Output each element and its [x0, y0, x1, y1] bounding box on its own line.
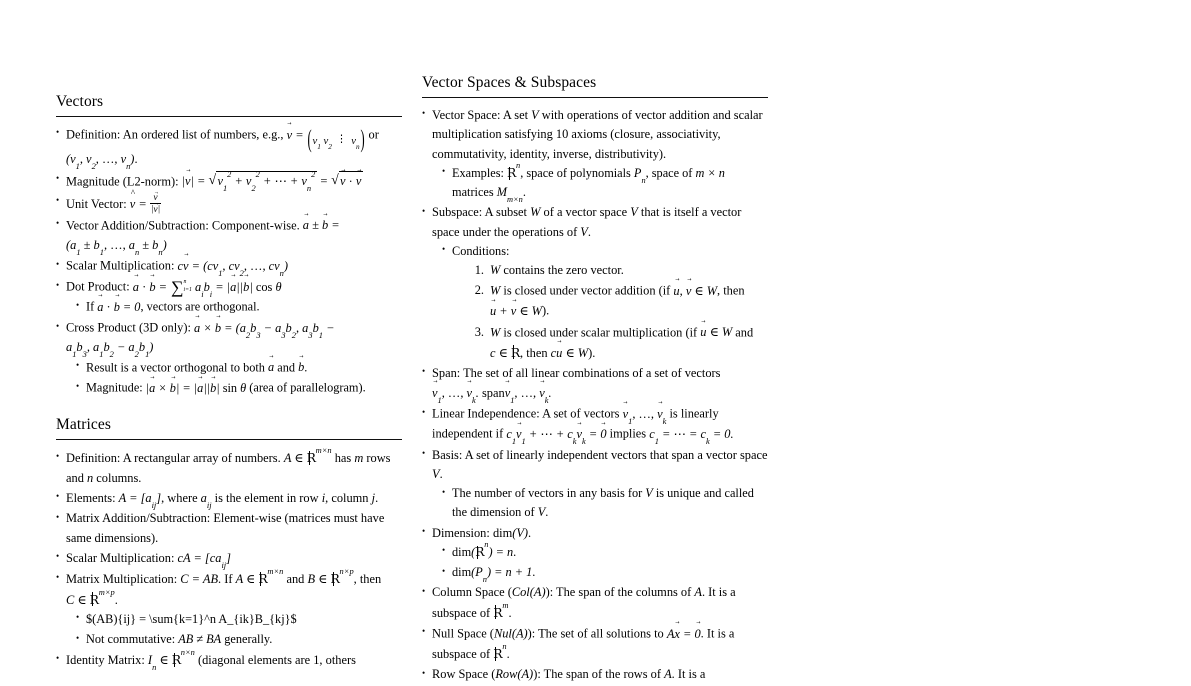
- list-item-matrices-definition: • Definition: A rectangular array of numbers. A ∈ $R^{m\times n}$ has m rows and n columns.: [56, 448, 402, 488]
- section-heading-vectors: Vectors: [56, 93, 104, 110]
- condition-item-2: W is closed under vector addition (if → u, → v ∈ W, then → u + → v ∈ W).: [466, 281, 768, 321]
- vector-spaces-list: [422, 106, 768, 685]
- cross-product-subitems: [66, 358, 402, 399]
- label-magnitude: Magnitude (L2-norm):: [66, 174, 179, 189]
- vector-space-subitems: [432, 161, 768, 204]
- subspace-conditions-list: [452, 261, 768, 363]
- label-vector-addition: Vector Addition/Subtraction:: [66, 218, 209, 233]
- left-column: [56, 74, 402, 672]
- list-item-matrices-scalar-mult: • Scalar Multiplication: cA = $[ca_{ij}]$: [56, 549, 402, 568]
- list-item-matrix-mult-raw-latex: [76, 610, 402, 629]
- list-item-matrices-elements: • Elements: $A = [a_{ij}]$, where $a_{ij}$ is the element in row i, column j.: [56, 489, 402, 508]
- label-conditions: Conditions:: [452, 243, 510, 258]
- list-item-vector-space: • Vector Space: A set V with operations of vector addition and scalar multiplication satisfying 10 axioms (closure, associativity, commutativity, identity, inverse, distributivity). • Examples: $R^n$, space of polynomials $P_n$, space of m × n matrices $M_{m\times n}$.: [422, 106, 768, 202]
- list-item-subspace: • Subspace: A subset W of a vector space V that is itself a vector space under the operations of V. • Conditions: W contains the zero vector. W is closed under vector addition (if → u, → v ∈ W, then → u + → v ∈ W). W is closed under scalar multiplication (if → u ∈ W and c ∈ R, then c→ u ∈ W).: [422, 203, 768, 363]
- math-unit-vector: ^ v = → $\frac{v}{|\to v|}$: [130, 197, 161, 211]
- vectors-list: [56, 125, 402, 399]
- basis-subitems: [432, 484, 768, 522]
- list-item-matrices-addition: • Matrix Addition/Subtraction: Element-wise (matrices must have same dimensions).: [56, 509, 402, 548]
- list-item-vectors-dot-product: [56, 277, 402, 317]
- two-column-layout: [56, 74, 1136, 686]
- section-rule-matrices: [56, 439, 402, 440]
- math-dot-product: → a · → b = ∑ n i=1 $a_ib_i$ = |→ a||→ b| cos θ: [133, 280, 282, 294]
- label-definition: Definition:: [66, 127, 121, 142]
- label-cross-product: Cross Product (3D only):: [66, 320, 191, 335]
- label-vector-space: Vector Space:: [432, 107, 501, 122]
- right-column: [422, 74, 768, 686]
- dimension-subitems: [432, 540, 768, 584]
- label-unit-vector: Unit Vector:: [66, 196, 127, 211]
- list-item-vectors-cross-product: • Cross Product (3D only): → a × → $b = (a_2b_3 - a_3b_2$, $a_3b_1 - a_1b_3$, $a_1b_2 - a_2b_1$) • Result is a vector orthogonal to both → a and → b. • Magnitude: |→ a × → b| = |→ a||→ b| sin θ (area of parallelogram).: [56, 318, 402, 398]
- list-item-dimension-rn: • $dim(R^n) = n$.: [442, 543, 768, 562]
- list-item-vectors-addition: • Vector Addition/Subtraction: Component-wise. → a ± → $b = (a_1 \pm b_1$, …, $a_n \pm b_n$): [56, 216, 402, 255]
- section-vectors: [56, 93, 402, 398]
- math-scalar-mult: $c\to v = (cv_1$, $cv_2$, …, $cv_n$): [178, 259, 288, 273]
- section-vector-spaces: [422, 74, 768, 685]
- list-item-cross-orthogonal: • Result is a vector orthogonal to both → a and → b.: [76, 358, 402, 378]
- matrices-list: [56, 445, 402, 673]
- label-linear-independence: Linear Independence:: [432, 407, 540, 422]
- list-item-null-space: • Null Space (Nul(A)): The set of all solutions to A→ x = → 0. It is a subspace of $R^n$.: [422, 624, 768, 664]
- list-item-vectors-unit: [56, 193, 402, 215]
- section-matrices: [56, 416, 402, 673]
- list-item-dimension: • Dimension: dim(V). • $dim(R^n) = n$. • $dim(P_n) = n + 1$.: [422, 524, 768, 583]
- math-cross-product: → a × → $b = (a_2b_3 - a_3b_2$, $a_3b_1$ −: [194, 321, 334, 335]
- label-scalar-multiplication: Scalar Multiplication:: [66, 258, 175, 273]
- label-matrix-elements: Elements:: [66, 490, 116, 505]
- section-rule-vector-spaces: [422, 97, 768, 98]
- math-vector-column: → v = ( $v_1$ $v_2$ ⋮ $v_n$ ): [287, 128, 366, 142]
- list-item-span: • Span: The set of all linear combinations of a set of vectors → $v_1$, …, → $v_k$. span→ $v_1$, …, → $v_k$.: [422, 364, 768, 403]
- list-item-vectors-definition: • Definition: An ordered list of numbers, e.g., → v = ( $v_1$ $v_2$ ⋮ $v_n$ ) or ($v_1$, $v_2$, …, $v_n$).: [56, 125, 402, 170]
- label-dimension: Dimension:: [432, 525, 490, 540]
- subspace-subitems: [432, 242, 768, 363]
- label-subspace: Subspace:: [432, 205, 483, 220]
- label-matrix-scalar-mult: Scalar Multiplication:: [66, 550, 175, 565]
- matrix-multiplication-subitems: [66, 610, 402, 649]
- label-span: Span:: [432, 365, 461, 380]
- list-item-basis: • Basis: A set of linearly independent vectors that span a vector space V. • The number of vectors in any basis for V is unique and called the dimension of V.: [422, 446, 768, 523]
- label-matrix-addition: Matrix Addition/Subtraction:: [66, 511, 211, 526]
- list-item-vector-space-examples: • Examples: $R^n$, space of polynomials $P_n$, space of m × n matrices $M_{m\times n}$.: [442, 164, 768, 202]
- list-item-row-space: • Row Space (Row(A)): The span of the rows of A. It is a: [422, 665, 768, 684]
- list-item-matrices-identity: • Identity Matrix: $I_n$ ∈ $R^{n\times n}$ (diagonal elements are 1, others: [56, 650, 402, 670]
- section-heading-matrices: Matrices: [56, 416, 112, 434]
- list-item-vectors-magnitude: [56, 168, 402, 194]
- list-item-linear-independence: • Linear Independence: A set of vectors → $v_1$, …, → $v_k$ is linearly independent if $c_1\to v_1$ + ⋯ + $c_k\to v_k$ = → 0 implies $c_1$ = ⋯ = $c_k = 0$.: [422, 404, 768, 444]
- condition-item-1: W contains the zero vector.: [490, 263, 624, 278]
- section-rule-vectors: [56, 116, 402, 117]
- label-basis: Basis:: [432, 447, 463, 462]
- list-item-basis-dimension-note: • The number of vectors in any basis for V is unique and called the dimension of V.: [442, 484, 768, 522]
- list-item-column-space: • Column Space (Col(A)): The span of the columns of A. It is a subspace of $R^m$.: [422, 583, 768, 623]
- list-item-dimension-pn: • $dim(P_n) = n + 1$.: [442, 563, 768, 582]
- dot-product-subitems: [66, 297, 402, 317]
- math-magnitude: |→ v| = √ $v_1^2 + v_2^2$ + ⋯ + $v_n^2$ = √ → v · → v: [182, 174, 363, 188]
- label-matrix-definition: Definition:: [66, 451, 121, 466]
- label-dot-product: Dot Product:: [66, 279, 130, 294]
- list-item-subspace-conditions: [442, 242, 768, 363]
- section-heading-vector-spaces: Vector Spaces & Subspaces: [422, 74, 597, 91]
- unrendered-latex-formula: $(AB){ij} = \sum{k=1}^n A_{ik}B_{kj}$: [86, 611, 297, 626]
- list-item-vectors-scalar-mult: [56, 256, 402, 276]
- list-item-matrix-not-commutative: • Not commutative: AB ≠ BA generally.: [76, 630, 402, 649]
- math-vector-tuple: ($v_1$, $v_2$, …, $v_n$): [66, 152, 135, 172]
- list-item-cross-magnitude: • Magnitude: |→ a × → b| = |→ a||→ b| sin θ (area of parallelogram).: [76, 378, 402, 398]
- label-matrix-multiplication: Matrix Multiplication:: [66, 572, 178, 587]
- list-item-matrices-multiplication: • Matrix Multiplication: C = AB. If A ∈ $R^{m\times n}$ and B ∈ $R^{n\times p}$, then C ∈ $R^{m\times p}$. • $(AB){ij} = \sum{k=1}^n A_{ik}B_{kj}$ • Not commutative: AB ≠ BA generally.: [56, 569, 402, 649]
- label-identity-matrix: Identity Matrix:: [66, 653, 145, 668]
- condition-item-3: W is closed under scalar multiplication (if → u ∈ W and c ∈ R, then c→ u ∈ W).: [466, 323, 768, 363]
- math-vector-addition: → a ± → b =: [303, 218, 340, 232]
- list-item-dot-orthogonal: • If → a · → b = 0, vectors are orthogonal.: [76, 297, 402, 317]
